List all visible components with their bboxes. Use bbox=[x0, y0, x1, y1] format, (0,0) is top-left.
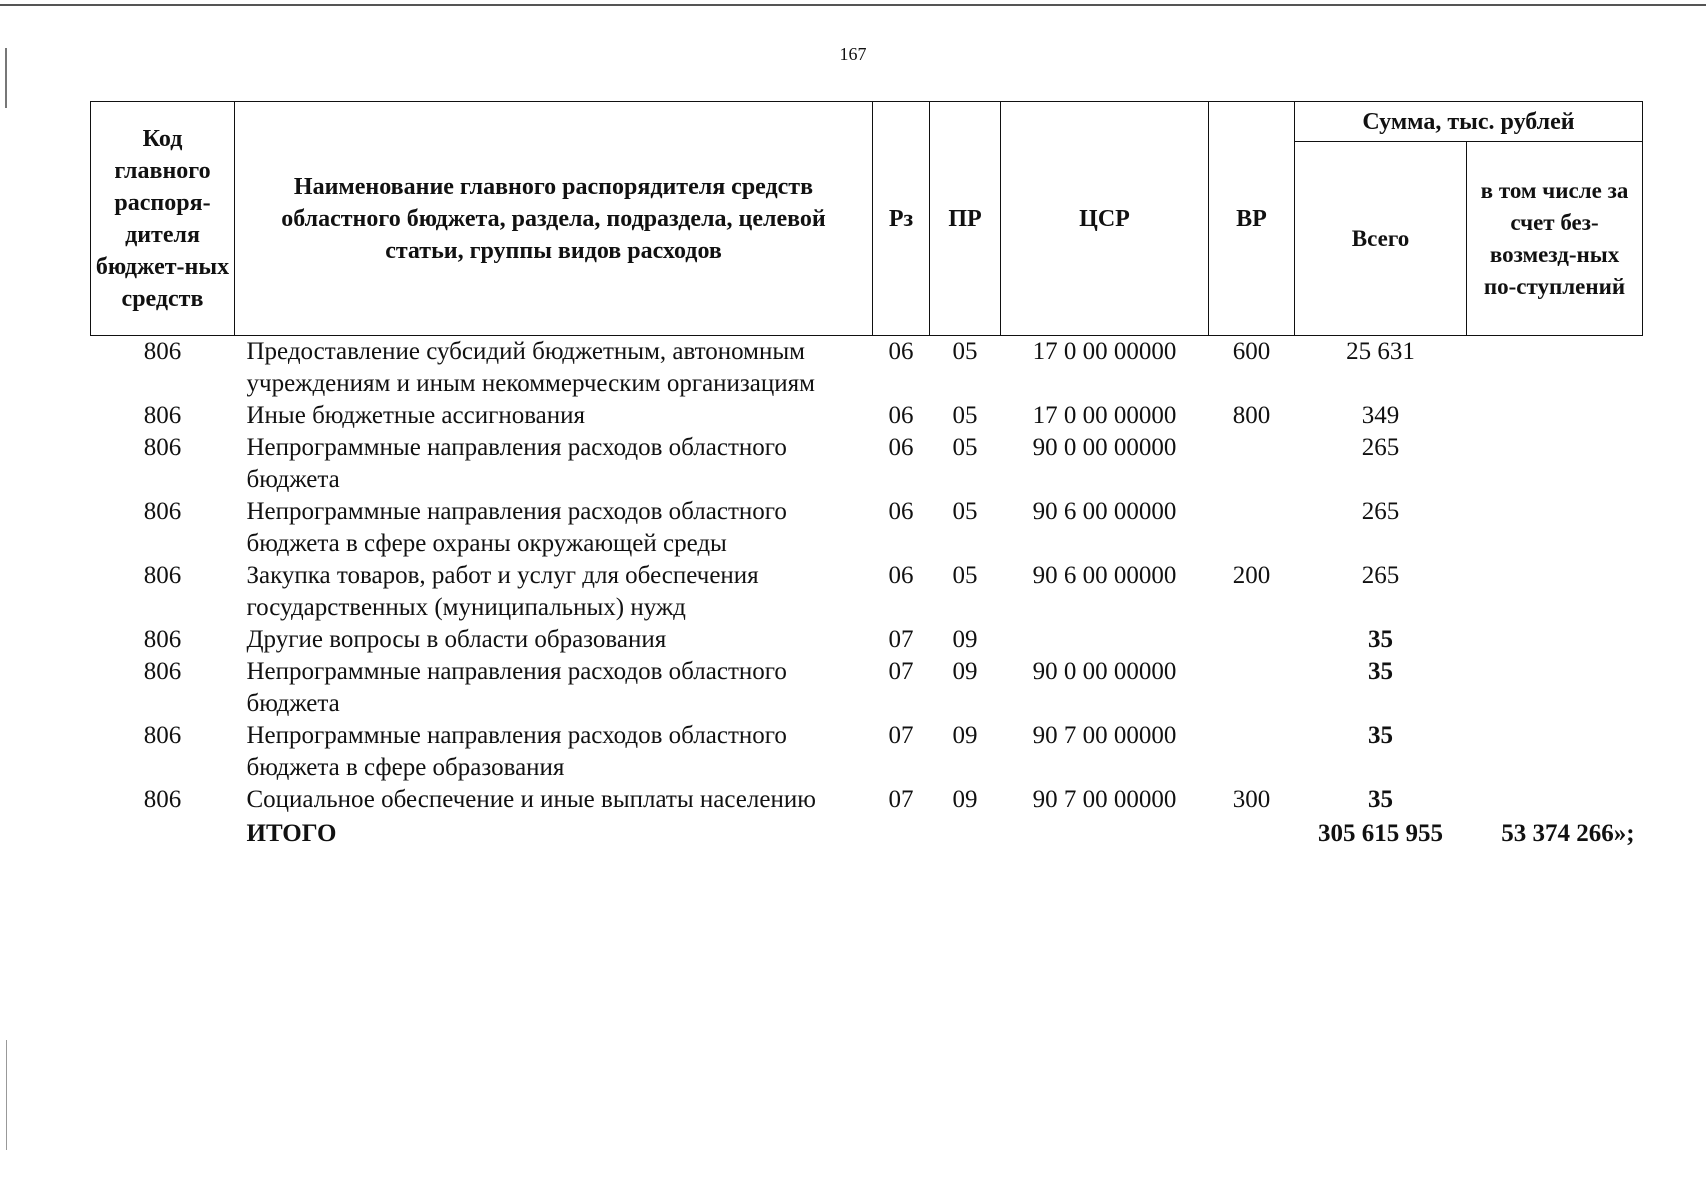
cell-vr: 800 bbox=[1232, 402, 1271, 429]
cell-total: 25 631 bbox=[1346, 338, 1415, 365]
cell-including bbox=[1467, 656, 1643, 720]
cell-total: 265 bbox=[1361, 434, 1400, 461]
cell-code: 806 bbox=[143, 562, 182, 589]
page-number: 167 bbox=[839, 44, 867, 64]
cell-csr: 90 7 00 00000 bbox=[1032, 786, 1177, 813]
cell-name: Иные бюджетные ассигнования bbox=[246, 402, 586, 429]
cell-including bbox=[1467, 624, 1643, 656]
cell-total: 35 bbox=[1368, 722, 1393, 749]
cell-name: Непрограммные направления расходов областного бюджета bbox=[246, 434, 787, 493]
header-vr: ВР bbox=[1209, 102, 1295, 336]
cell-including bbox=[1467, 336, 1643, 401]
cell-including bbox=[1467, 496, 1643, 560]
cell-name: Социальное обеспечение и иные выплаты населению bbox=[246, 786, 816, 813]
cell-total: 35 bbox=[1368, 658, 1393, 685]
cell-pr: 05 bbox=[952, 498, 978, 525]
cell-code: 806 bbox=[143, 338, 182, 365]
cell-including bbox=[1467, 720, 1643, 784]
header-including: в том числе за счет без-возмезд-ных по-ступлений bbox=[1467, 142, 1643, 336]
table-row bbox=[91, 656, 1643, 720]
cell-including bbox=[1467, 560, 1643, 624]
table-row bbox=[91, 400, 1643, 432]
cell-rz: 06 bbox=[888, 402, 914, 429]
itogo-including: 53 374 266»; bbox=[1501, 820, 1635, 847]
scan-top-edge bbox=[0, 4, 1706, 6]
itogo-label: ИТОГО bbox=[246, 820, 337, 847]
itogo-total: 305 615 955 bbox=[1318, 820, 1443, 847]
cell-vr bbox=[1209, 496, 1295, 560]
budget-table bbox=[90, 101, 1643, 850]
cell-vr bbox=[1209, 656, 1295, 720]
header-rz: Рз bbox=[873, 102, 930, 336]
cell-including bbox=[1467, 400, 1643, 432]
cell-rz: 06 bbox=[888, 434, 914, 461]
cell-empty bbox=[930, 816, 1001, 850]
cell-empty bbox=[1001, 816, 1209, 850]
cell-name: Непрограммные направления расходов областного бюджета bbox=[246, 658, 787, 717]
cell-csr: 90 0 00 00000 bbox=[1032, 434, 1177, 461]
cell-including bbox=[1467, 432, 1643, 496]
cell-pr: 05 bbox=[952, 338, 978, 365]
table-row bbox=[91, 336, 1643, 401]
cell-csr: 90 0 00 00000 bbox=[1032, 658, 1177, 685]
cell-total: 35 bbox=[1368, 786, 1393, 813]
cell-pr: 09 bbox=[952, 658, 978, 685]
cell-pr: 05 bbox=[952, 402, 978, 429]
cell-code: 806 bbox=[143, 434, 182, 461]
cell-including bbox=[1467, 784, 1643, 816]
cell-empty bbox=[91, 816, 235, 850]
cell-rz: 07 bbox=[888, 626, 914, 653]
cell-pr: 09 bbox=[952, 722, 978, 749]
cell-name: Закупка товаров, работ и услуг для обеспечения государственных (муниципальных) нужд bbox=[246, 562, 759, 621]
cell-code: 806 bbox=[143, 626, 182, 653]
header-csr: ЦСР bbox=[1001, 102, 1209, 336]
header-code: Код главного распоря-дителя бюджет-ных средств bbox=[91, 102, 235, 336]
cell-rz: 06 bbox=[888, 338, 914, 365]
table-header bbox=[91, 102, 1643, 336]
cell-csr: 90 7 00 00000 bbox=[1032, 722, 1177, 749]
cell-empty bbox=[873, 816, 930, 850]
header-name: Наименование главного распорядителя средств областного бюджета, раздела, подраздела, целевой статьи, группы видов расходов bbox=[235, 102, 873, 336]
cell-code: 806 bbox=[143, 722, 182, 749]
cell-rz: 06 bbox=[888, 562, 914, 589]
cell-pr: 09 bbox=[952, 626, 978, 653]
cell-vr: 600 bbox=[1232, 338, 1271, 365]
header-pr: ПР bbox=[930, 102, 1001, 336]
cell-code: 806 bbox=[143, 786, 182, 813]
cell-vr bbox=[1209, 432, 1295, 496]
cell-name: Непрограммные направления расходов областного бюджета в сфере образования bbox=[246, 722, 787, 781]
scan-left-edge-mark bbox=[6, 1040, 7, 1150]
cell-vr: 200 bbox=[1232, 562, 1271, 589]
table-row bbox=[91, 496, 1643, 560]
cell-csr: 90 6 00 00000 bbox=[1032, 562, 1177, 589]
cell-csr: 90 6 00 00000 bbox=[1032, 498, 1177, 525]
cell-total: 265 bbox=[1361, 562, 1400, 589]
header-total: Всего bbox=[1295, 142, 1467, 336]
cell-name: Предоставление субсидий бюджетным, автономным учреждениям и иным некоммерческим организациям bbox=[246, 338, 815, 397]
cell-name: Другие вопросы в области образования bbox=[246, 626, 667, 653]
cell-code: 806 bbox=[143, 402, 182, 429]
cell-total: 35 bbox=[1368, 626, 1393, 653]
cell-pr: 09 bbox=[952, 786, 978, 813]
cell-rz: 07 bbox=[888, 786, 914, 813]
cell-pr: 05 bbox=[952, 434, 978, 461]
cell-empty bbox=[1209, 816, 1295, 850]
cell-csr bbox=[1001, 624, 1209, 656]
table-row bbox=[91, 784, 1643, 816]
cell-csr: 17 0 00 00000 bbox=[1032, 338, 1177, 365]
cell-csr: 17 0 00 00000 bbox=[1032, 402, 1177, 429]
table-row bbox=[91, 720, 1643, 784]
table-row bbox=[91, 560, 1643, 624]
cell-total: 349 bbox=[1361, 402, 1400, 429]
cell-vr bbox=[1209, 624, 1295, 656]
cell-pr: 05 bbox=[952, 562, 978, 589]
table-body bbox=[91, 336, 1643, 851]
header-sum: Сумма, тыс. рублей bbox=[1295, 102, 1643, 142]
cell-vr bbox=[1209, 720, 1295, 784]
cell-code: 806 bbox=[143, 658, 182, 685]
cell-code: 806 bbox=[143, 498, 182, 525]
itogo-row bbox=[91, 816, 1643, 850]
cell-rz: 06 bbox=[888, 498, 914, 525]
cell-rz: 07 bbox=[888, 722, 914, 749]
cell-name: Непрограммные направления расходов областного бюджета в сфере охраны окружающей среды bbox=[246, 498, 787, 557]
cell-rz: 07 bbox=[888, 658, 914, 685]
cell-vr: 300 bbox=[1232, 786, 1271, 813]
table-row bbox=[91, 432, 1643, 496]
table-row bbox=[91, 624, 1643, 656]
cell-total: 265 bbox=[1361, 498, 1400, 525]
